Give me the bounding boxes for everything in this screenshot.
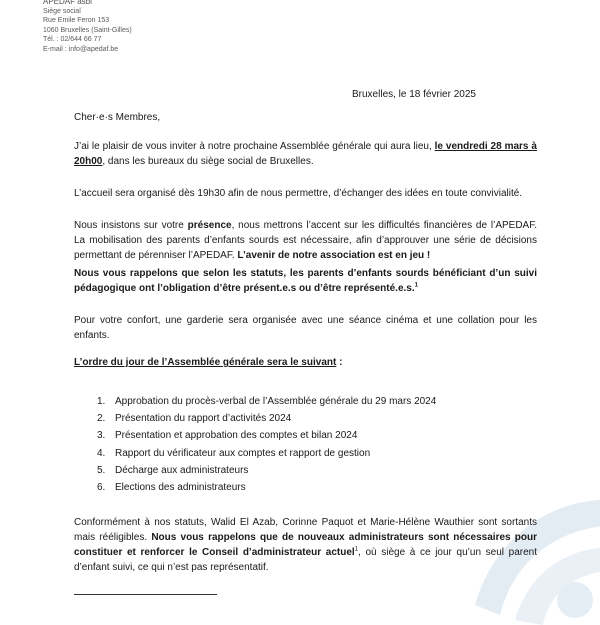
list-number: 5.: [97, 464, 106, 476]
text-run: , dans les bureaux du siège social de Bruxelles.: [102, 156, 314, 167]
letterhead-line: Siège social: [43, 7, 81, 15]
list-text: Présentation et approbation des comptes et bilan 2024: [115, 430, 358, 442]
list-number: 6.: [97, 481, 106, 493]
list-item: [97, 396, 436, 413]
letterhead-line: Rue Emile Feron 153: [43, 17, 110, 25]
letter-date: Bruxelles, le 18 février 2025: [352, 89, 476, 100]
agenda-title-colon: :: [336, 357, 343, 368]
meeting-date-emphasis: le vendredi 28 mars à 20h00: [74, 141, 537, 167]
presence-emphasis: présence: [187, 220, 232, 231]
text-run: Nous vous rappelons que selon les statuts, les parents d’enfants sourds bénéficiant d’un suivi pédagogique ont l’obligation d’être présent.e.s ou d’être représenté.e.s.: [74, 268, 537, 294]
list-item: [97, 448, 436, 465]
list-text: Elections des administrateurs: [115, 481, 246, 493]
board-reminder-emphasis: Nous vous rappelons que de nouveaux administrateurs sont nécessaires pour constituer et renforcer le Conseil d’administrateur actuel: [74, 532, 537, 558]
paragraph-invitation: [74, 139, 537, 169]
list-item: [97, 413, 436, 430]
paragraph-statutes-reminder: [74, 266, 537, 296]
footnote-ref: 1: [414, 282, 418, 289]
list-item: [97, 430, 436, 447]
text-run: J’ai le plaisir de vous inviter à notre prochaine Assemblée générale qui aura lieu,: [74, 141, 435, 152]
list-number: 2.: [97, 413, 106, 425]
list-number: 1.: [97, 396, 106, 407]
letterhead-line: 1060 Bruxelles (Saint-Gilles): [43, 26, 132, 34]
salutation: Cher·e·s Membres,: [74, 112, 161, 123]
letterhead-line: Tél. : 02/644 66 77: [43, 36, 102, 44]
footnote-ref: 1: [354, 546, 359, 553]
list-text: Rapport du vérificateur aux comptes et rapport de gestion: [115, 447, 371, 459]
text-run: Conformément à nos statuts, Walid El Azab, Corinne Paquot et Marie-Hélène Wauthier sont sortants mais rééligibles.: [74, 517, 537, 543]
list-number: 4.: [97, 447, 106, 459]
list-item: [97, 465, 436, 482]
agenda-title: [74, 357, 342, 368]
future-emphasis: L’avenir de notre association est en jeu !: [237, 250, 431, 261]
text-run: Nous insistons sur votre: [74, 220, 188, 231]
paragraph-presence: [74, 218, 537, 263]
agenda-list: [97, 396, 436, 499]
text-run: , nous mettrons l’accent sur les difficultés financières de l’APEDAF. La mobilisation des parents d’enfants sourds est nécessaire, afin d’approuver une série de décisions permettant de pérenniser l’APEDAF.: [74, 220, 537, 261]
list-number: 3.: [97, 430, 106, 442]
list-text: Présentation du rapport d’activités 2024: [115, 413, 292, 425]
text-run: , où siège à ce jour qu’un seul parent d’enfant suivi, ce qui n’est pas représentatif.: [74, 547, 537, 573]
list-item: [97, 482, 436, 499]
agenda-title-text: L’ordre du jour de l’Assemblée générale sera le suivant: [74, 357, 337, 368]
paragraph-welcome: L’accueil sera organisé dès 19h30 afin de nous permettre, d’échanger des idées en toute convivialité.: [74, 188, 523, 199]
list-text: Décharge aux administrateurs: [115, 464, 249, 476]
paragraph-childcare: Pour votre confort, une garderie sera organisée avec une séance cinéma et une collation pour les enfants.: [74, 315, 537, 341]
list-text: Approbation du procès-verbal de l’Assemblée générale du 29 mars 2024: [115, 396, 437, 407]
letterhead-email: E-mail : info@apedaf.be: [43, 45, 119, 53]
footnote-divider: [74, 594, 217, 595]
paragraph-board-members: [74, 515, 537, 575]
letterhead: [43, 0, 132, 55]
letterhead-org: APEDAF asbl: [43, 0, 92, 6]
